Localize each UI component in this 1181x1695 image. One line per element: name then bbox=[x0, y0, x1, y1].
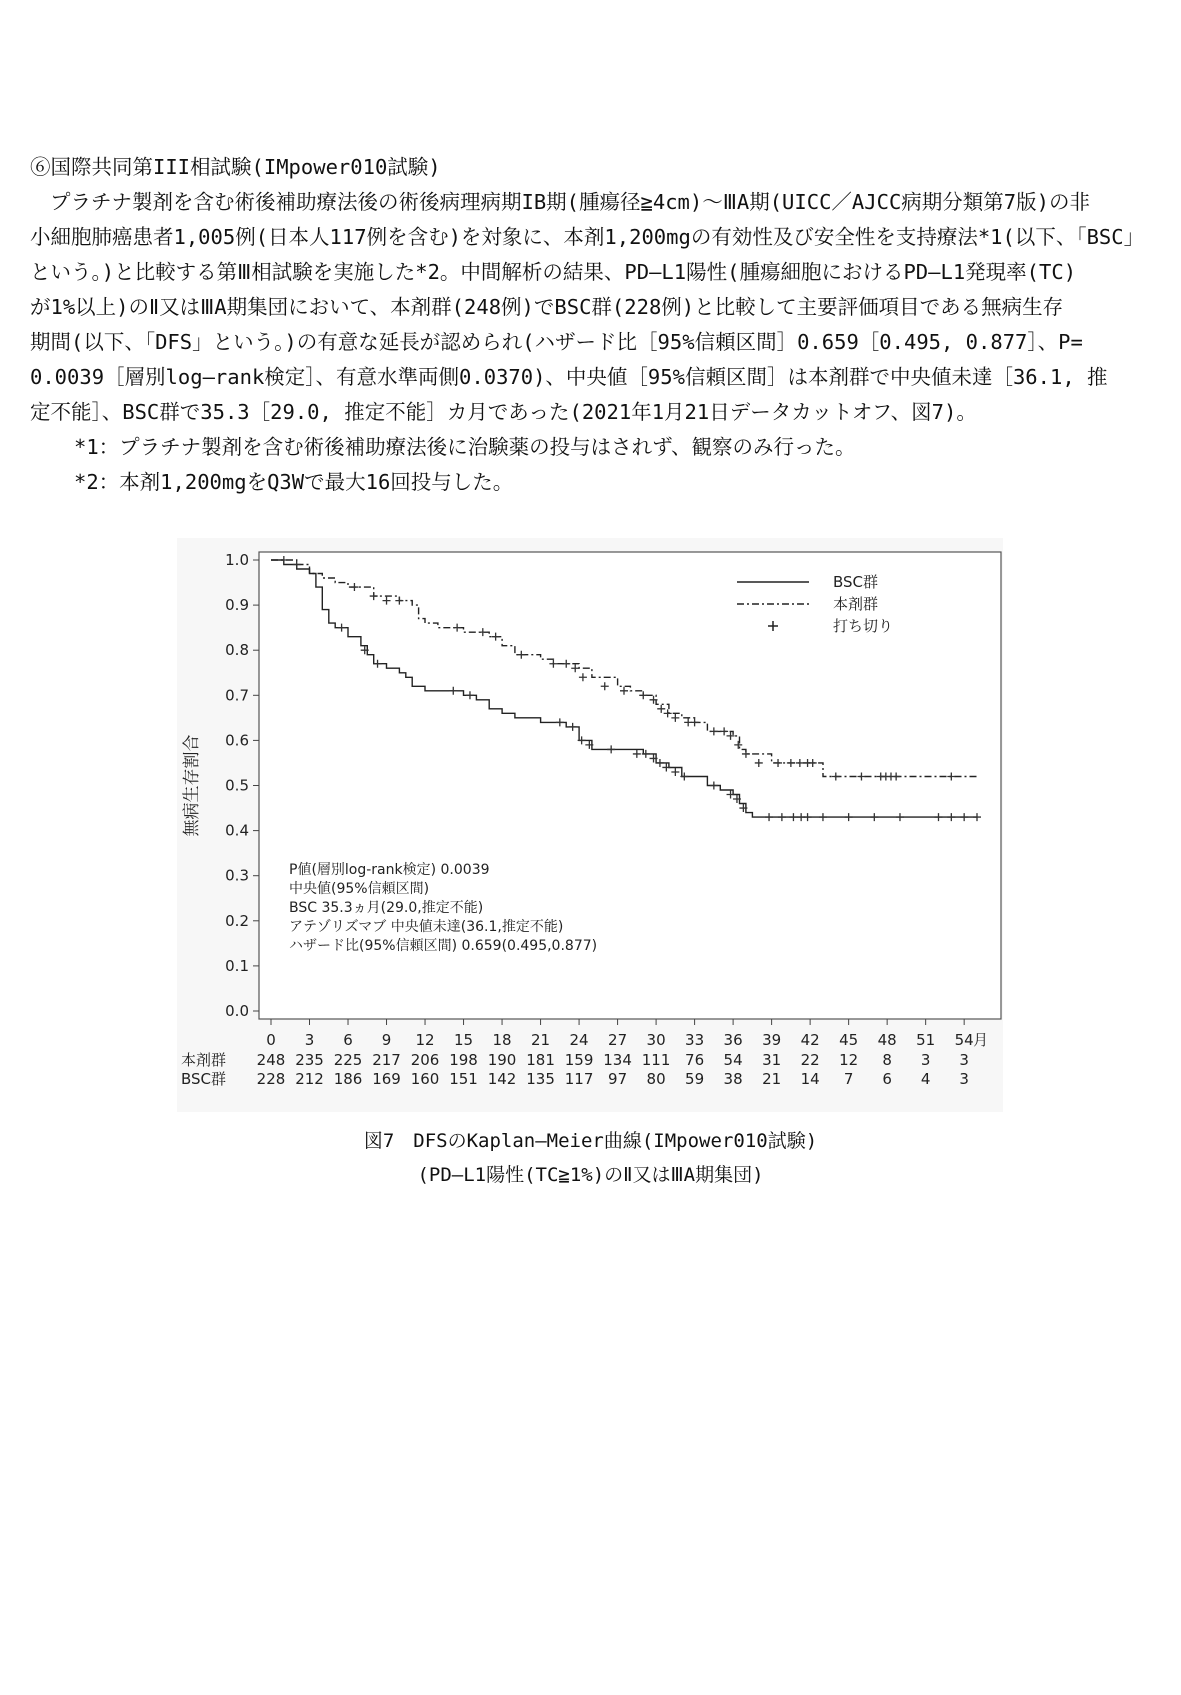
x-tick-label: 36 bbox=[723, 1031, 743, 1049]
document-body bbox=[30, 150, 1152, 500]
at-risk-value: 181 bbox=[526, 1051, 555, 1069]
y-tick-label: 1.0 bbox=[225, 551, 249, 569]
x-tick-label: 21 bbox=[531, 1031, 551, 1049]
at-risk-value: 212 bbox=[295, 1070, 324, 1088]
stats-text: アテゾリズマブ 中央値未達(36.1,推定不能) bbox=[289, 919, 564, 935]
at-risk-value: 151 bbox=[449, 1070, 478, 1088]
at-risk-value: 198 bbox=[449, 1051, 478, 1069]
at-risk-value: 225 bbox=[333, 1051, 363, 1069]
paragraph-line: プラチナ製剤を含む術後補助療法後の術後病理病期IB期(腫瘍径≧4cm)～ⅢA期(UICC／AJCC病期分類第7版)の非 bbox=[50, 190, 1090, 214]
legend-label-atezolizumab: 本剤群 bbox=[833, 595, 879, 613]
at-risk-value: 3 bbox=[959, 1070, 969, 1088]
x-tick-label: 18 bbox=[492, 1031, 512, 1049]
at-risk-value: 80 bbox=[646, 1070, 666, 1088]
at-risk-value: 59 bbox=[685, 1070, 705, 1088]
y-tick-label: 0.9 bbox=[225, 596, 249, 615]
stats-text: P値(層別log-rank検定) 0.0039 bbox=[289, 862, 490, 878]
legend-label-censor: 打ち切り bbox=[833, 617, 894, 635]
at-risk-value: 76 bbox=[685, 1051, 705, 1069]
at-risk-value: 4 bbox=[920, 1070, 931, 1088]
at-risk-value: 248 bbox=[256, 1051, 286, 1069]
y-tick-label: 0.6 bbox=[225, 731, 249, 750]
paragraph-line: という。)と比較する第Ⅲ相試験を実施した*2。中間解析の結果、PD―L1陽性(腫瘍細胞におけるPD―L1発現率(TC) bbox=[30, 260, 1077, 284]
paragraph-line: が1%以上)のⅡ又はⅢA期集団において、本剤群(248例)でBSC群(228例)と比較して主要評価項目である無病生存 bbox=[30, 295, 1064, 319]
at-risk-value: 31 bbox=[762, 1051, 782, 1069]
at-risk-value: 111 bbox=[641, 1051, 671, 1069]
at-risk-value: 160 bbox=[410, 1070, 440, 1088]
x-tick-label: 33 bbox=[685, 1031, 705, 1049]
at-risk-value: 142 bbox=[487, 1070, 517, 1088]
at-risk-label: 本剤群 bbox=[181, 1051, 227, 1069]
at-risk-value: 54 bbox=[723, 1051, 743, 1069]
at-risk-value: 7 bbox=[843, 1070, 854, 1088]
x-tick-label: 9 bbox=[381, 1031, 392, 1049]
y-axis-label: 無病生存割合 bbox=[182, 734, 202, 837]
x-tick-label: 15 bbox=[453, 1031, 474, 1049]
x-tick-label: 3 bbox=[304, 1031, 315, 1049]
at-risk-value: 6 bbox=[882, 1070, 892, 1088]
at-risk-value: 235 bbox=[295, 1051, 324, 1069]
at-risk-value: 97 bbox=[608, 1070, 628, 1088]
km-chart bbox=[177, 538, 1003, 1112]
paragraph-line: 小細胞肺癌患者1,005例(日本人117例を含む)を対象に、本剤1,200mgの有効性及び安全性を支持療法*1(以下、「BSC」 bbox=[30, 225, 1145, 249]
x-tick-label: 6 bbox=[343, 1031, 353, 1049]
y-tick-label: 0.4 bbox=[225, 821, 249, 840]
y-tick-label: 0.1 bbox=[225, 956, 249, 975]
x-tick-label: 24 bbox=[569, 1031, 589, 1049]
at-risk-value: 186 bbox=[333, 1070, 363, 1088]
stats-text: BSC 35.3ヵ月(29.0,推定不能) bbox=[289, 900, 484, 916]
at-risk-value: 22 bbox=[800, 1051, 820, 1069]
at-risk-value: 14 bbox=[800, 1070, 820, 1088]
at-risk-value: 3 bbox=[959, 1051, 969, 1069]
stats-text: 中央値(95%信頼区間) bbox=[289, 881, 430, 897]
y-tick-label: 0.0 bbox=[225, 1002, 249, 1020]
x-tick-label: 45 bbox=[839, 1031, 859, 1049]
section-heading: ⑥国際共同第III相試験(IMpower010試験) bbox=[30, 155, 441, 179]
y-tick-label: 0.2 bbox=[225, 911, 249, 930]
figure-caption-line2: (PD―L1陽性(TC≧1%)のⅡ又はⅢA期集団) bbox=[417, 1164, 764, 1186]
at-risk-value: 159 bbox=[564, 1051, 594, 1069]
stats-text: ハザード比(95%信頼区間) 0.659(0.495,0.877) bbox=[289, 938, 598, 954]
at-risk-value: 228 bbox=[256, 1070, 286, 1088]
x-tick-label: 51 bbox=[916, 1031, 936, 1049]
at-risk-value: 12 bbox=[839, 1051, 859, 1069]
x-tick-label: 39 bbox=[762, 1031, 782, 1049]
footnote-1: *1：プラチナ製剤を含む術後補助療法後に治験薬の投与はされず、観察のみ行った。 bbox=[74, 435, 856, 459]
y-tick-label: 0.5 bbox=[225, 776, 249, 795]
x-tick-label: 42 bbox=[800, 1031, 820, 1049]
x-tick-label: 30 bbox=[646, 1031, 666, 1049]
at-risk-label: BSC群 bbox=[181, 1070, 227, 1088]
x-unit-label: 月 bbox=[973, 1031, 989, 1049]
x-tick-label: 27 bbox=[608, 1031, 628, 1049]
paragraph-line: 定不能］、BSC群で35.3［29.0, 推定不能］カ月であった(2021年1月21日データカットオフ、図7)。 bbox=[30, 400, 977, 424]
y-tick-label: 0.7 bbox=[225, 686, 249, 705]
at-risk-value: 217 bbox=[372, 1051, 401, 1069]
at-risk-value: 190 bbox=[487, 1051, 517, 1069]
y-tick-label: 0.3 bbox=[225, 866, 249, 885]
paragraph-line: 期間(以下、「DFS」という。)の有意な延長が認められ(ハザード比［95%信頼区間］0.659［0.495, 0.877］、P= bbox=[30, 330, 1083, 354]
at-risk-value: 135 bbox=[526, 1070, 555, 1088]
at-risk-value: 169 bbox=[372, 1070, 401, 1088]
km-figure bbox=[177, 538, 1003, 1112]
x-tick-label: 0 bbox=[266, 1031, 276, 1049]
x-tick-label: 12 bbox=[415, 1031, 435, 1049]
at-risk-value: 21 bbox=[762, 1070, 782, 1088]
paragraph-line: 0.0039［層別log―rank検定］、有意水準両側0.0370)、中央値［95%信頼区間］は本剤群で中央値未達［36.1, 推 bbox=[30, 365, 1108, 389]
body-paragraph bbox=[30, 185, 1152, 430]
y-tick-label: 0.8 bbox=[225, 641, 249, 660]
at-risk-value: 117 bbox=[564, 1070, 594, 1088]
at-risk-value: 3 bbox=[920, 1051, 931, 1069]
at-risk-value: 38 bbox=[723, 1070, 743, 1088]
legend-label-bsc: BSC群 bbox=[833, 573, 879, 591]
footnote-2: *2：本剤1,200mgをQ3Wで最大16回投与した。 bbox=[74, 470, 514, 494]
x-tick-label: 48 bbox=[877, 1031, 897, 1049]
at-risk-value: 134 bbox=[603, 1051, 632, 1069]
at-risk-value: 206 bbox=[410, 1051, 440, 1069]
x-tick-label: 54 bbox=[954, 1031, 974, 1049]
figure-caption-line1: 図7 DFSのKaplan―Meier曲線(IMpower010試験) bbox=[363, 1130, 818, 1152]
at-risk-value: 8 bbox=[882, 1051, 892, 1069]
